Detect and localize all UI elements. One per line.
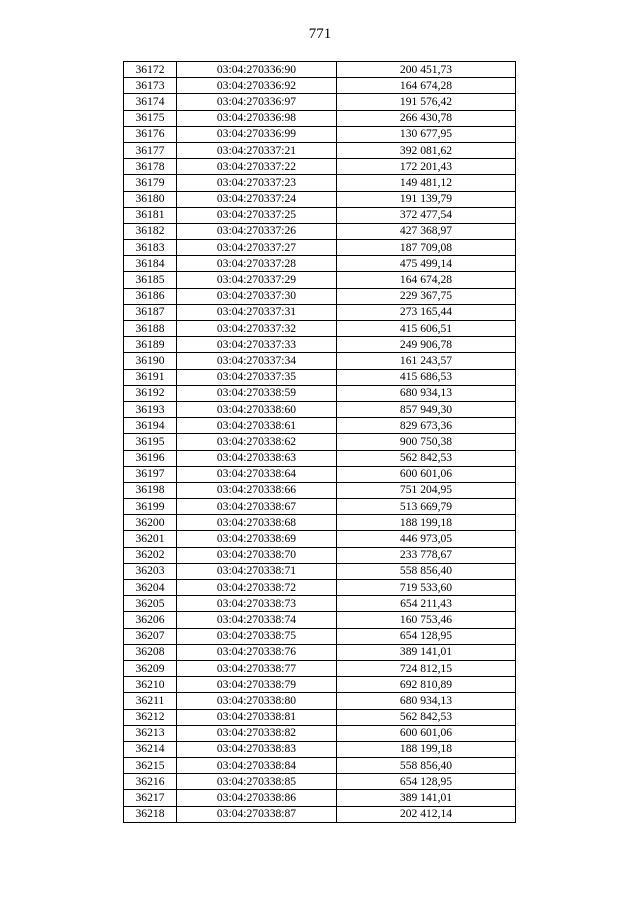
table-row: [124, 175, 516, 191]
record-number-cell: 36174: [124, 94, 177, 110]
table-row: [124, 482, 516, 498]
table-row: [124, 304, 516, 320]
records-table-body: [124, 62, 516, 823]
table-row: [124, 62, 516, 78]
record-number-cell: 36182: [124, 223, 177, 239]
page-number: 771: [308, 26, 332, 42]
cadastral-number-cell: 03:04:270338:60: [177, 401, 337, 417]
cadastral-number-cell: 03:04:270337:22: [177, 159, 337, 175]
table-row: [124, 256, 516, 272]
value-cell: 513 669,79: [337, 499, 516, 515]
table-row: [124, 531, 516, 547]
value-cell: 229 367,75: [337, 288, 516, 304]
value-cell: 164 674,28: [337, 78, 516, 94]
table-row: [124, 337, 516, 353]
table-row: [124, 401, 516, 417]
table-row: [124, 450, 516, 466]
cadastral-number-cell: 03:04:270337:25: [177, 207, 337, 223]
value-cell: 202 412,14: [337, 806, 516, 822]
value-cell: 188 199,18: [337, 741, 516, 757]
record-number-cell: 36208: [124, 644, 177, 660]
cadastral-number-cell: 03:04:270337:24: [177, 191, 337, 207]
record-number-cell: 36175: [124, 110, 177, 126]
value-cell: 161 243,57: [337, 353, 516, 369]
table-row: [124, 644, 516, 660]
record-number-cell: 36197: [124, 466, 177, 482]
cadastral-number-cell: 03:04:270337:35: [177, 369, 337, 385]
cadastral-number-cell: 03:04:270337:21: [177, 142, 337, 158]
cadastral-number-cell: 03:04:270338:75: [177, 628, 337, 644]
record-number-cell: 36184: [124, 256, 177, 272]
value-cell: 392 081,62: [337, 142, 516, 158]
table-row: [124, 725, 516, 741]
cadastral-number-cell: 03:04:270338:62: [177, 434, 337, 450]
record-number-cell: 36207: [124, 628, 177, 644]
cadastral-number-cell: 03:04:270337:30: [177, 288, 337, 304]
cadastral-number-cell: 03:04:270338:66: [177, 482, 337, 498]
cadastral-number-cell: 03:04:270338:80: [177, 693, 337, 709]
record-number-cell: 36180: [124, 191, 177, 207]
table-row: [124, 741, 516, 757]
table-row: [124, 563, 516, 579]
cadastral-number-cell: 03:04:270338:82: [177, 725, 337, 741]
value-cell: 130 677,95: [337, 126, 516, 142]
table-row: [124, 353, 516, 369]
cadastral-number-cell: 03:04:270338:69: [177, 531, 337, 547]
cadastral-number-cell: 03:04:270338:74: [177, 612, 337, 628]
record-number-cell: 36201: [124, 531, 177, 547]
cadastral-number-cell: 03:04:270338:70: [177, 547, 337, 563]
records-table: [123, 61, 516, 823]
cadastral-number-cell: 03:04:270338:63: [177, 450, 337, 466]
value-cell: 191 576,42: [337, 94, 516, 110]
table-row: [124, 94, 516, 110]
table-row: [124, 580, 516, 596]
value-cell: 233 778,67: [337, 547, 516, 563]
table-row: [124, 191, 516, 207]
cadastral-number-cell: 03:04:270338:86: [177, 790, 337, 806]
cadastral-number-cell: 03:04:270338:68: [177, 515, 337, 531]
record-number-cell: 36196: [124, 450, 177, 466]
value-cell: 415 606,51: [337, 321, 516, 337]
cadastral-number-cell: 03:04:270338:81: [177, 709, 337, 725]
record-number-cell: 36203: [124, 563, 177, 579]
record-number-cell: 36205: [124, 596, 177, 612]
table-row: [124, 142, 516, 158]
record-number-cell: 36176: [124, 126, 177, 142]
record-number-cell: 36185: [124, 272, 177, 288]
value-cell: 724 812,15: [337, 660, 516, 676]
value-cell: 680 934,13: [337, 385, 516, 401]
record-number-cell: 36189: [124, 337, 177, 353]
value-cell: 475 499,14: [337, 256, 516, 272]
table-row: [124, 78, 516, 94]
record-number-cell: 36183: [124, 240, 177, 256]
table-row: [124, 547, 516, 563]
value-cell: 372 477,54: [337, 207, 516, 223]
table-row: [124, 110, 516, 126]
value-cell: 900 750,38: [337, 434, 516, 450]
cadastral-number-cell: 03:04:270337:28: [177, 256, 337, 272]
table-row: [124, 709, 516, 725]
record-number-cell: 36215: [124, 758, 177, 774]
record-number-cell: 36211: [124, 693, 177, 709]
record-number-cell: 36195: [124, 434, 177, 450]
cadastral-number-cell: 03:04:270337:23: [177, 175, 337, 191]
table-row: [124, 499, 516, 515]
table-row: [124, 126, 516, 142]
value-cell: 249 906,78: [337, 337, 516, 353]
cadastral-number-cell: 03:04:270337:27: [177, 240, 337, 256]
record-number-cell: 36188: [124, 321, 177, 337]
value-cell: 200 451,73: [337, 62, 516, 78]
value-cell: 719 533,60: [337, 580, 516, 596]
record-number-cell: 36212: [124, 709, 177, 725]
table-row: [124, 272, 516, 288]
value-cell: 389 141,01: [337, 644, 516, 660]
cadastral-number-cell: 03:04:270337:34: [177, 353, 337, 369]
value-cell: 654 128,95: [337, 628, 516, 644]
cadastral-number-cell: 03:04:270337:26: [177, 223, 337, 239]
value-cell: 187 709,08: [337, 240, 516, 256]
table-row: [124, 758, 516, 774]
table-row: [124, 159, 516, 175]
value-cell: 680 934,13: [337, 693, 516, 709]
value-cell: 558 856,40: [337, 563, 516, 579]
table-row: [124, 207, 516, 223]
value-cell: 172 201,43: [337, 159, 516, 175]
table-row: [124, 369, 516, 385]
value-cell: 164 674,28: [337, 272, 516, 288]
record-number-cell: 36172: [124, 62, 177, 78]
value-cell: 558 856,40: [337, 758, 516, 774]
value-cell: 751 204,95: [337, 482, 516, 498]
record-number-cell: 36210: [124, 677, 177, 693]
value-cell: 427 368,97: [337, 223, 516, 239]
record-number-cell: 36204: [124, 580, 177, 596]
value-cell: 857 949,30: [337, 401, 516, 417]
table-row: [124, 628, 516, 644]
table-row: [124, 223, 516, 239]
record-number-cell: 36209: [124, 660, 177, 676]
table-row: [124, 240, 516, 256]
record-number-cell: 36213: [124, 725, 177, 741]
record-number-cell: 36178: [124, 159, 177, 175]
cadastral-number-cell: 03:04:270338:72: [177, 580, 337, 596]
table-row: [124, 660, 516, 676]
value-cell: 160 753,46: [337, 612, 516, 628]
record-number-cell: 36194: [124, 418, 177, 434]
cadastral-number-cell: 03:04:270336:90: [177, 62, 337, 78]
table-row: [124, 693, 516, 709]
table-row: [124, 612, 516, 628]
table-row: [124, 321, 516, 337]
table-row: [124, 466, 516, 482]
cadastral-number-cell: 03:04:270338:79: [177, 677, 337, 693]
record-number-cell: 36181: [124, 207, 177, 223]
table-row: [124, 790, 516, 806]
cadastral-number-cell: 03:04:270338:87: [177, 806, 337, 822]
cadastral-number-cell: 03:04:270338:71: [177, 563, 337, 579]
record-number-cell: 36218: [124, 806, 177, 822]
cadastral-number-cell: 03:04:270338:64: [177, 466, 337, 482]
cadastral-number-cell: 03:04:270338:67: [177, 499, 337, 515]
cadastral-number-cell: 03:04:270336:97: [177, 94, 337, 110]
value-cell: 562 842,53: [337, 709, 516, 725]
value-cell: 829 673,36: [337, 418, 516, 434]
table-row: [124, 385, 516, 401]
record-number-cell: 36186: [124, 288, 177, 304]
record-number-cell: 36206: [124, 612, 177, 628]
record-number-cell: 36187: [124, 304, 177, 320]
record-number-cell: 36214: [124, 741, 177, 757]
record-number-cell: 36198: [124, 482, 177, 498]
value-cell: 562 842,53: [337, 450, 516, 466]
cadastral-number-cell: 03:04:270337:31: [177, 304, 337, 320]
cadastral-number-cell: 03:04:270337:33: [177, 337, 337, 353]
value-cell: 273 165,44: [337, 304, 516, 320]
value-cell: 600 601,06: [337, 725, 516, 741]
value-cell: 149 481,12: [337, 175, 516, 191]
record-number-cell: 36199: [124, 499, 177, 515]
value-cell: 692 810,89: [337, 677, 516, 693]
record-number-cell: 36191: [124, 369, 177, 385]
record-number-cell: 36217: [124, 790, 177, 806]
value-cell: 191 139,79: [337, 191, 516, 207]
record-number-cell: 36177: [124, 142, 177, 158]
cadastral-number-cell: 03:04:270338:61: [177, 418, 337, 434]
record-number-cell: 36179: [124, 175, 177, 191]
table-row: [124, 596, 516, 612]
value-cell: 446 973,05: [337, 531, 516, 547]
value-cell: 654 128,95: [337, 774, 516, 790]
value-cell: 266 430,78: [337, 110, 516, 126]
cadastral-number-cell: 03:04:270338:59: [177, 385, 337, 401]
cadastral-number-cell: 03:04:270338:85: [177, 774, 337, 790]
value-cell: 600 601,06: [337, 466, 516, 482]
record-number-cell: 36193: [124, 401, 177, 417]
value-cell: 188 199,18: [337, 515, 516, 531]
table-row: [124, 774, 516, 790]
record-number-cell: 36200: [124, 515, 177, 531]
record-number-cell: 36202: [124, 547, 177, 563]
cadastral-number-cell: 03:04:270338:73: [177, 596, 337, 612]
cadastral-number-cell: 03:04:270336:98: [177, 110, 337, 126]
value-cell: 654 211,43: [337, 596, 516, 612]
cadastral-number-cell: 03:04:270337:29: [177, 272, 337, 288]
record-number-cell: 36190: [124, 353, 177, 369]
table-row: [124, 515, 516, 531]
value-cell: 389 141,01: [337, 790, 516, 806]
table-row: [124, 434, 516, 450]
cadastral-number-cell: 03:04:270336:92: [177, 78, 337, 94]
value-cell: 415 686,53: [337, 369, 516, 385]
cadastral-number-cell: 03:04:270338:77: [177, 660, 337, 676]
cadastral-number-cell: 03:04:270337:32: [177, 321, 337, 337]
record-number-cell: 36173: [124, 78, 177, 94]
record-number-cell: 36216: [124, 774, 177, 790]
table-row: [124, 806, 516, 822]
table-row: [124, 418, 516, 434]
record-number-cell: 36192: [124, 385, 177, 401]
cadastral-number-cell: 03:04:270336:99: [177, 126, 337, 142]
cadastral-number-cell: 03:04:270338:76: [177, 644, 337, 660]
cadastral-number-cell: 03:04:270338:84: [177, 758, 337, 774]
cadastral-number-cell: 03:04:270338:83: [177, 741, 337, 757]
table-row: [124, 288, 516, 304]
table-row: [124, 677, 516, 693]
